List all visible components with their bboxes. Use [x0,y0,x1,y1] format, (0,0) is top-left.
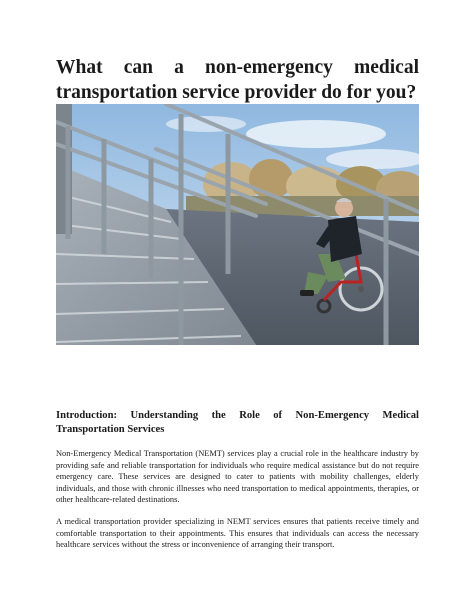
section-heading: Introduction: Understanding the Role of Non-Emergency Medical Transportation Services [56,410,419,435]
title-line-1: What can a non-emergency medical [56,57,419,78]
paragraph: Non-Emergency Medical Transportation (NEMT) services play a crucial role in the healthcare industry by providing safe and reliable transportation for individuals who require medical assistance but do not require emergency care. These services are designed to cater to patients with mobility challenges, elderly individuals, and those with chronic illnesses who need transportation to medical appointments, therapies, or other healthcare-related destinations. [56,449,419,505]
paragraph: A medical transportation provider specializing in NEMT services ensures that patients receive timely and comfortable transportation to their appointments. This ensures that individuals can access the necessary healthcare services without the stress or inconvenience of arranging their transport. [56,517,419,550]
page-title [56,55,419,105]
title-line-2: transportation service provider do for you? [56,82,417,103]
wheelchair-ramp-photo [56,104,419,345]
